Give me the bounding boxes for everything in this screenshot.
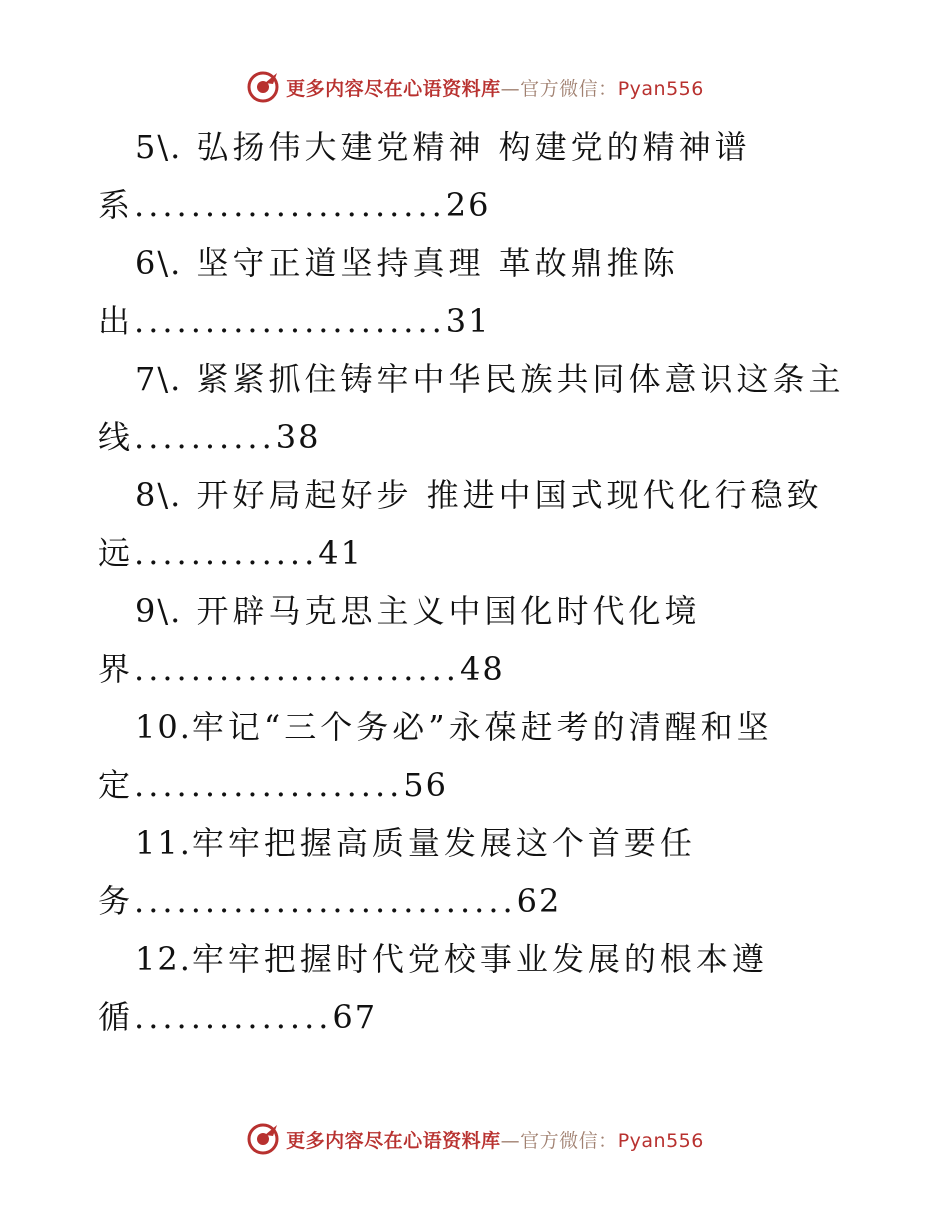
toc-entry-title: 开好局起好步 推进中国式现代化行稳致 <box>196 476 823 514</box>
toc-entry-tail: 务 <box>98 882 135 920</box>
toc-entry-title-line <box>0 582 950 640</box>
toc-entry[interactable] <box>0 466 950 582</box>
toc-entry-number: 6\. <box>135 244 183 282</box>
toc-entry-page-line <box>0 756 950 814</box>
toc-entry-leader: ............. <box>134 534 319 572</box>
toc-entry-page: 41 <box>318 534 363 572</box>
toc-entry-leader: ...................... <box>134 186 446 224</box>
toc-entry-title-line <box>0 118 950 176</box>
toc-entry-number: 7\. <box>135 360 183 398</box>
watermark-wechat-id: Pyan556 <box>617 77 704 100</box>
toc-entry-tail: 循 <box>98 998 135 1036</box>
toc-entry-page: 48 <box>459 650 505 688</box>
toc-entry-page-line <box>0 176 950 234</box>
toc-entry-title-line <box>0 698 950 756</box>
toc-entry[interactable] <box>0 582 950 698</box>
toc-entry-title: 开辟马克思主义中国化时代化境 <box>196 592 701 630</box>
toc-entry-title-line <box>0 466 950 524</box>
watermark-site-name: 更多内容尽在心语资料库 <box>286 77 501 100</box>
toc-entry-page-line <box>0 292 950 350</box>
header-watermark <box>0 70 950 104</box>
watermark-text <box>286 1126 704 1153</box>
toc-entry-leader: .......... <box>134 418 276 456</box>
watermark-site-name: 更多内容尽在心语资料库 <box>286 1129 501 1152</box>
table-of-contents <box>0 118 950 1046</box>
toc-entry-page: 56 <box>403 766 448 804</box>
toc-entry-page-line <box>0 988 950 1046</box>
toc-entry-number: 10. <box>135 708 192 746</box>
toc-entry[interactable] <box>0 698 950 814</box>
toc-entry[interactable] <box>0 350 950 466</box>
toc-entry-title-line <box>0 930 950 988</box>
toc-entry[interactable] <box>0 118 950 234</box>
toc-entry-leader: ........................... <box>134 882 517 920</box>
brand-logo-icon <box>246 1122 280 1156</box>
toc-entry-leader: ................... <box>134 766 404 804</box>
toc-entry-page: 62 <box>516 882 562 920</box>
watermark-text <box>286 74 704 101</box>
footer-watermark <box>0 1122 950 1156</box>
watermark-wechat-id: Pyan556 <box>617 1129 704 1152</box>
toc-entry[interactable] <box>0 234 950 350</box>
toc-entry-number: 11. <box>135 824 192 862</box>
toc-entry-leader: ....................... <box>134 650 460 688</box>
toc-entry-page-line <box>0 524 950 582</box>
toc-entry-page: 26 <box>445 186 491 224</box>
toc-entry[interactable] <box>0 930 950 1046</box>
watermark-wechat-label: —官方微信： <box>500 1129 618 1152</box>
toc-entry-page-line <box>0 872 950 930</box>
toc-entry-leader: .............. <box>134 998 333 1036</box>
toc-entry-tail: 远 <box>98 534 135 572</box>
toc-entry-number: 9\. <box>135 592 183 630</box>
toc-entry-page: 67 <box>332 998 378 1036</box>
toc-entry-title: 牢记“三个务必”永葆赶考的清醒和坚 <box>191 708 773 746</box>
toc-entry-tail: 出 <box>98 302 135 340</box>
toc-entry-tail: 定 <box>98 766 135 804</box>
toc-entry-title: 牢牢把握时代党校事业发展的根本遵 <box>191 940 768 978</box>
watermark-wechat-label: —官方微信： <box>500 77 618 100</box>
toc-entry-title: 坚守正道坚持真理 革故鼎推陈 <box>196 244 679 282</box>
toc-entry-title: 紧紧抓住铸牢中华民族共同体意识这条主 <box>196 360 845 398</box>
toc-entry[interactable] <box>0 814 950 930</box>
toc-entry-tail: 界 <box>98 650 135 688</box>
toc-entry-number: 5\. <box>135 128 183 166</box>
toc-entry-tail: 线 <box>98 418 135 456</box>
toc-entry-page: 31 <box>445 302 491 340</box>
toc-entry-title-line <box>0 814 950 872</box>
toc-entry-tail: 系 <box>98 186 135 224</box>
toc-entry-page: 38 <box>275 418 321 456</box>
toc-entry-number: 12. <box>135 940 192 978</box>
toc-entry-leader: ...................... <box>134 302 446 340</box>
toc-entry-title: 牢牢把握高质量发展这个首要任 <box>191 824 696 862</box>
toc-entry-page-line <box>0 408 950 466</box>
toc-entry-title-line <box>0 350 950 408</box>
toc-entry-number: 8\. <box>135 476 183 514</box>
toc-entry-title: 弘扬伟大建党精神 构建党的精神谱 <box>196 128 751 166</box>
toc-entry-title-line <box>0 234 950 292</box>
toc-entry-page-line <box>0 640 950 698</box>
brand-logo-icon <box>246 70 280 104</box>
